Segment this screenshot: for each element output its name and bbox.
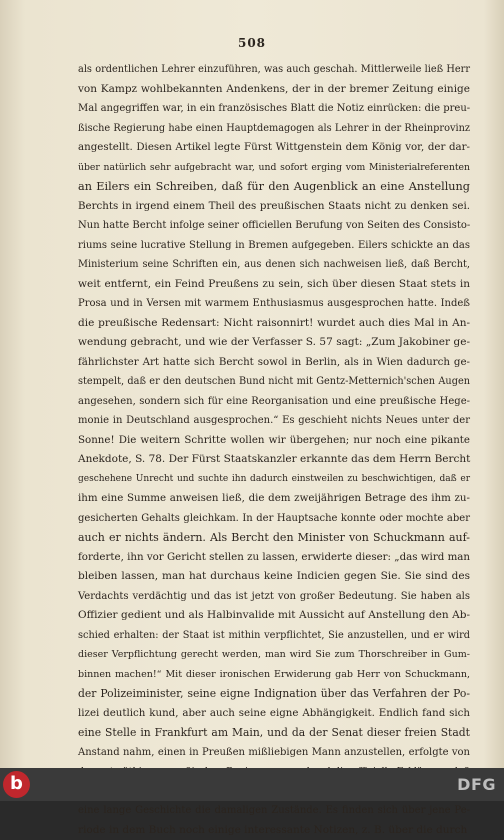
text-line: bleiben lassen, man hat durchaus keine Indicien gegen Sie. Sie sind des bbox=[78, 567, 470, 587]
text-line: Verdachts verdächtig und das ist jetzt von großer Bedeutung. Sie haben als bbox=[78, 587, 470, 607]
text-line: lizei deutlich kund, aber auch seine eigne Abhängigkeit. Endlich fand sich bbox=[78, 704, 470, 724]
text-line: eine Stelle in Frankfurt am Main, und da der Senat dieser freien Stadt bbox=[78, 723, 470, 743]
text-line: schied erhalten: der Staat ist mithin verpflichtet, Sie anzustellen, und er wird bbox=[78, 626, 470, 646]
text-line: eine lange Geschichte die damaligen Zustände. Es finden sich über jene Pe- bbox=[78, 801, 470, 821]
text-line: angesehen, sondern sich für eine Reorganisation und eine preußische Hege- bbox=[78, 392, 470, 412]
text-line: angestellt. Diesen Artikel legte Fürst Wittgenstein dem König vor, der dar- bbox=[78, 138, 470, 158]
dfg-logo[interactable]: DFG bbox=[457, 775, 496, 794]
text-line: riode in dem Buch noch einige interessante Notizen, z. B. über die durch bbox=[78, 821, 470, 840]
text-line: Ministerium seine Schriften ein, aus denen sich nachweisen ließ, daß Bercht, bbox=[78, 255, 470, 275]
text-line: Berchts in irgend einem Theil des preußischen Staats nicht zu denken sei. bbox=[78, 197, 470, 217]
text-line: geschehene Unrecht und suchte ihn dadurch einstweilen zu beschwichtigen, daß er bbox=[78, 470, 470, 490]
text-line: fährlichster Art hatte sich Bercht sowol in Berlin, als in Wien dadurch ge- bbox=[78, 353, 470, 373]
text-line: wendung gebracht, und wie der Verfasser S. 57 sagt: „Zum Jakobiner ge- bbox=[78, 333, 470, 353]
text-line: der Polizeiminister, seine eigne Indignation über das Verfahren der Po- bbox=[78, 684, 470, 704]
text-line: von Kampz wohlbekannten Andenkens, der in der bremer Zeitung einige bbox=[78, 80, 470, 100]
text-line: dieser Verpflichtung gerecht werden, man wird Sie zum Thorschreiber in Gum- bbox=[78, 645, 470, 665]
text-line: die preußische Redensart: Nicht raisonnirt! wurdet auch dies Mal in An- bbox=[78, 314, 470, 334]
text-line: ihm eine Summe anweisen ließ, die dem zweijährigen Betrage des ihm zu- bbox=[78, 489, 470, 509]
text-line: Anekdote, S. 78. Der Fürst Staatskanzler erkannte das dem Herrn Bercht bbox=[78, 450, 470, 470]
library-logo-icon[interactable]: b bbox=[3, 771, 30, 798]
text-line: auch er nichts ändern. Als Bercht den Minister von Schuckmann auf- bbox=[78, 528, 470, 548]
text-line: stempelt, daß er den deutschen Bund nicht mit Gentz-Metternich'schen Augen bbox=[78, 372, 470, 392]
text-line: Sonne! Die weitern Schritte wollen wir übergehen; nur noch eine pikante bbox=[78, 431, 470, 451]
text-line: binnen machen!“ Mit dieser ironischen Erwiderung gab Herr von Schuckmann, bbox=[78, 665, 470, 685]
viewer-footer-bar bbox=[0, 768, 504, 801]
text-line: weit entfernt, ein Feind Preußens zu sein, sich über diesen Staat stets in bbox=[78, 275, 470, 295]
page-body-text bbox=[78, 60, 470, 840]
text-line: riums seine lucrative Stellung in Bremen aufgegeben. Eilers schickte an das bbox=[78, 236, 470, 256]
text-line: Offizier gedient und als Halbinvalide mit Aussicht auf Anstellung den Ab- bbox=[78, 606, 470, 626]
text-line: an Eilers ein Schreiben, daß für den Augenblick an eine Anstellung bbox=[78, 177, 470, 197]
text-line: Prosa und in Versen mit warmem Enthusiasmus ausgesprochen hatte. Indeß bbox=[78, 294, 470, 314]
text-line: über natürlich sehr aufgebracht war, und sofort erging vom Ministerialreferenten bbox=[78, 158, 470, 178]
text-line: gesicherten Gehalts gleichkam. In der Hauptsache konnte oder mochte aber bbox=[78, 509, 470, 529]
text-line: Mal angegriffen war, in ein französisches Blatt die Notiz einrücken: die preu- bbox=[78, 99, 470, 119]
text-line: monie in Deutschland ausgesprochen.“ Es geschieht nichts Neues unter der bbox=[78, 411, 470, 431]
text-line: Anstand nahm, einen in Preußen mißliebigen Mann anzustellen, erfolgte von bbox=[78, 743, 470, 763]
text-line: forderte, ihn vor Gericht stellen zu lassen, erwiderte dieser: „das wird man bbox=[78, 548, 470, 568]
text-line: Nun hatte Bercht infolge seiner officiellen Berufung von Seiten des Consisto- bbox=[78, 216, 470, 236]
page-number: 508 bbox=[0, 36, 504, 50]
text-line: als ordentlichen Lehrer einzuführen, was auch geschah. Mittlerweile ließ Herr bbox=[78, 60, 470, 80]
text-line: ßische Regierung habe einen Hauptdemagogen als Lehrer in der Rheinprovinz bbox=[78, 119, 470, 139]
